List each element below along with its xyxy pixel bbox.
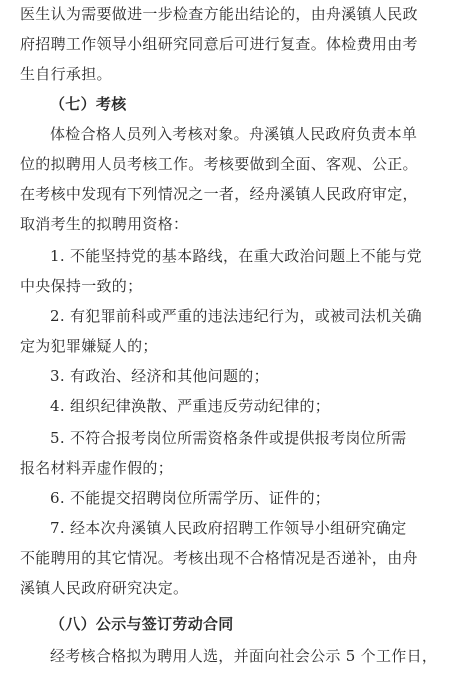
section-heading-8: （八）公示与签订劳动合同 — [50, 615, 234, 633]
paragraph-line: 生自行承担。 — [20, 65, 112, 83]
section-heading-7: （七）考核 — [50, 95, 127, 113]
paragraph-line: 在考核中发现有下列情况之一者，经舟溪镇人民政府审定， — [20, 185, 418, 203]
list-item-7-cont: 溪镇人民政府研究决定。 — [20, 579, 189, 597]
list-item-2: 2. 有犯罪前科或严重的违法违纪行为，或被司法机关确 — [50, 307, 422, 325]
paragraph-line: 府招聘工作领导小组研究同意后可进行复查。体检费用由考 — [20, 35, 418, 53]
paragraph-line: 经考核合格拟为聘用人选，并面向社会公示 5 个工作日， — [50, 647, 438, 665]
paragraph-line: 位的拟聘用人员考核工作。考核要做到全面、客观、公正。 — [20, 155, 418, 173]
list-item-3: 3. 有政治、经济和其他问题的； — [50, 367, 269, 385]
paragraph-line: 医生认为需要做进一步检查方能出结论的，由舟溪镇人民政 — [20, 5, 418, 23]
list-item-7-cont: 不能聘用的其它情况。考核出现不合格情况是否递补，由舟 — [20, 549, 418, 567]
paragraph-line: 体检合格人员列入考核对象。舟溪镇人民政府负责本单 — [50, 125, 418, 143]
list-item-6: 6. 不能提交招聘岗位所需学历、证件的； — [50, 489, 331, 507]
list-item-1-cont: 中央保持一致的； — [20, 277, 143, 295]
list-item-2-cont: 定为犯罪嫌疑人的； — [20, 337, 158, 355]
list-item-4: 4. 组织纪律涣散、严重违反劳动纪律的； — [50, 397, 331, 415]
paragraph-line: 取消考生的拟聘用资格： — [20, 215, 189, 233]
list-item-5-cont: 报名材料弄虚作假的； — [20, 459, 174, 477]
list-item-7: 7. 经本次舟溪镇人民政府招聘工作领导小组研究确定 — [50, 519, 407, 537]
list-item-1: 1. 不能坚持党的基本路线，在重大政治问题上不能与党 — [50, 247, 422, 265]
list-item-5: 5. 不符合报考岗位所需资格条件或提供报考岗位所需 — [50, 429, 407, 447]
